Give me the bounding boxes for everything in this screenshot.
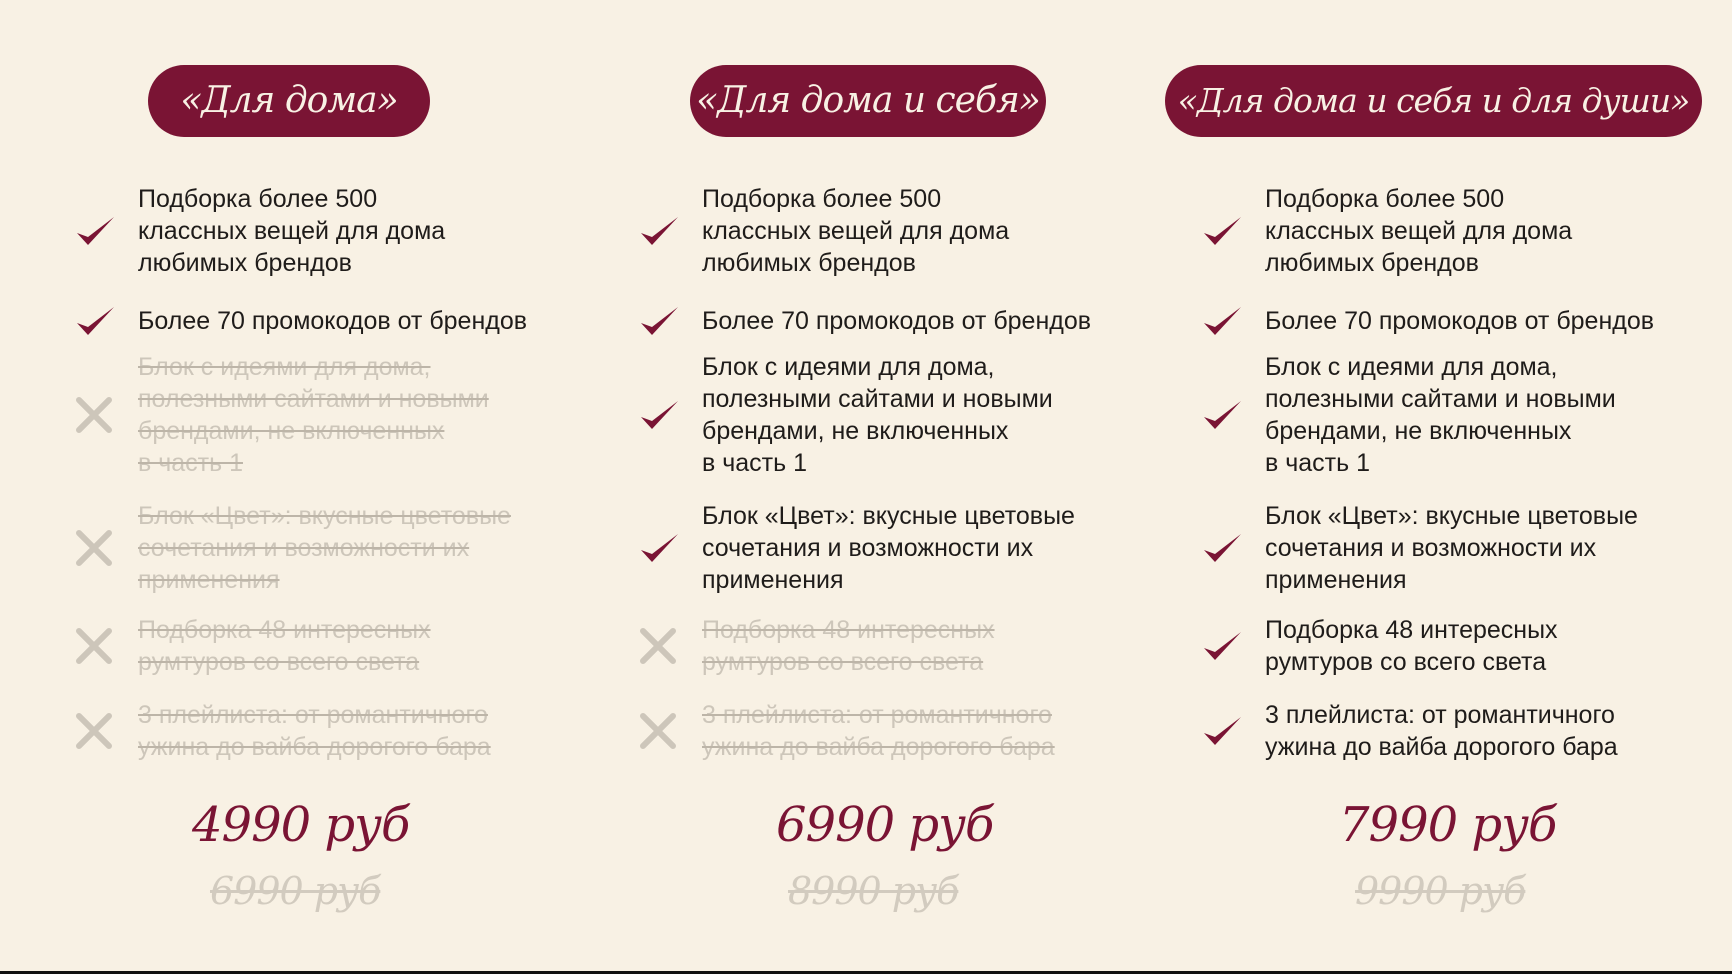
feature-item: [72, 614, 431, 678]
feature-item: [636, 351, 1053, 479]
cross-icon: [72, 709, 138, 753]
feature-text: Подборка 48 интересных румтуров со всего света: [138, 616, 431, 676]
feature-text: Блок с идеями для дома, полезными сайтами и новыми брендами, не включенных в часть 1: [702, 353, 1053, 477]
current-price: 7990 руб: [1339, 797, 1557, 853]
feature-text: Более 70 промокодов от брендов: [702, 307, 1092, 335]
feature-item: [72, 351, 489, 479]
current-price: 6990 руб: [776, 797, 994, 853]
feature-item: [636, 183, 1009, 279]
plan-title-badge: «Для дома»: [148, 65, 430, 137]
checkmark-icon: [636, 393, 702, 437]
feature-item: [1199, 183, 1572, 279]
current-price: 4990 руб: [192, 797, 410, 853]
old-price: 9990 руб: [1355, 869, 1526, 913]
cross-icon: [636, 709, 702, 753]
feature-item: [72, 500, 511, 596]
checkmark-icon: [1199, 393, 1265, 437]
cross-icon: [72, 393, 138, 437]
feature-item: [72, 183, 445, 279]
feature-text: Более 70 промокодов от брендов: [1265, 307, 1655, 335]
checkmark-icon: [636, 526, 702, 570]
feature-item: [636, 699, 1055, 763]
feature-text: Более 70 промокодов от брендов: [138, 307, 528, 335]
feature-item: [636, 500, 1075, 596]
plan-column-home-self-soul: [1177, 0, 1732, 974]
checkmark-icon: [1199, 709, 1265, 753]
checkmark-icon: [1199, 209, 1265, 253]
feature-text: 3 плейлиста: от романтичного ужина до вайба дорогого бара: [1265, 701, 1618, 761]
feature-item: [1199, 614, 1558, 678]
feature-item: [72, 699, 491, 763]
feature-text: 3 плейлиста: от романтичного ужина до вайба дорогого бара: [138, 701, 491, 761]
feature-item: [1199, 299, 1654, 343]
feature-text: Блок с идеями для дома, полезными сайтами и новыми брендами, не включенных в часть 1: [138, 353, 489, 477]
checkmark-icon: [72, 209, 138, 253]
old-price: 6990 руб: [210, 869, 381, 913]
feature-text: Блок с идеями для дома, полезными сайтами и новыми брендами, не включенных в часть 1: [1265, 353, 1616, 477]
feature-text: Блок «Цвет»: вкусные цветовые сочетания и возможности их применения: [1265, 502, 1638, 594]
feature-item: [636, 614, 995, 678]
checkmark-icon: [636, 209, 702, 253]
feature-item: [636, 299, 1091, 343]
feature-text: 3 плейлиста: от романтичного ужина до вайба дорогого бара: [702, 701, 1055, 761]
old-price: 8990 руб: [788, 869, 959, 913]
feature-text: Блок «Цвет»: вкусные цветовые сочетания и возможности их применения: [138, 502, 511, 594]
feature-item: [1199, 699, 1618, 763]
feature-text: Подборка более 500 классных вещей для дома любимых брендов: [1265, 185, 1573, 277]
feature-text: Подборка 48 интересных румтуров со всего света: [702, 616, 995, 676]
plan-column-home: [72, 0, 592, 974]
feature-item: [1199, 500, 1638, 596]
checkmark-icon: [72, 299, 138, 343]
feature-item: [1199, 351, 1616, 479]
feature-text: Блок «Цвет»: вкусные цветовые сочетания и возможности их применения: [702, 502, 1075, 594]
checkmark-icon: [1199, 624, 1265, 668]
feature-item: [72, 299, 527, 343]
cross-icon: [72, 624, 138, 668]
plan-title-badge: «Для дома и себя и для души»: [1165, 65, 1702, 137]
feature-text: Подборка более 500 классных вещей для дома любимых брендов: [138, 185, 446, 277]
checkmark-icon: [636, 299, 702, 343]
cross-icon: [72, 526, 138, 570]
plan-title-badge: «Для дома и себя»: [690, 65, 1046, 137]
plan-column-home-and-self: [636, 0, 1156, 974]
feature-text: Подборка 48 интересных румтуров со всего света: [1265, 616, 1558, 676]
cross-icon: [636, 624, 702, 668]
checkmark-icon: [1199, 526, 1265, 570]
feature-text: Подборка более 500 классных вещей для дома любимых брендов: [702, 185, 1010, 277]
checkmark-icon: [1199, 299, 1265, 343]
